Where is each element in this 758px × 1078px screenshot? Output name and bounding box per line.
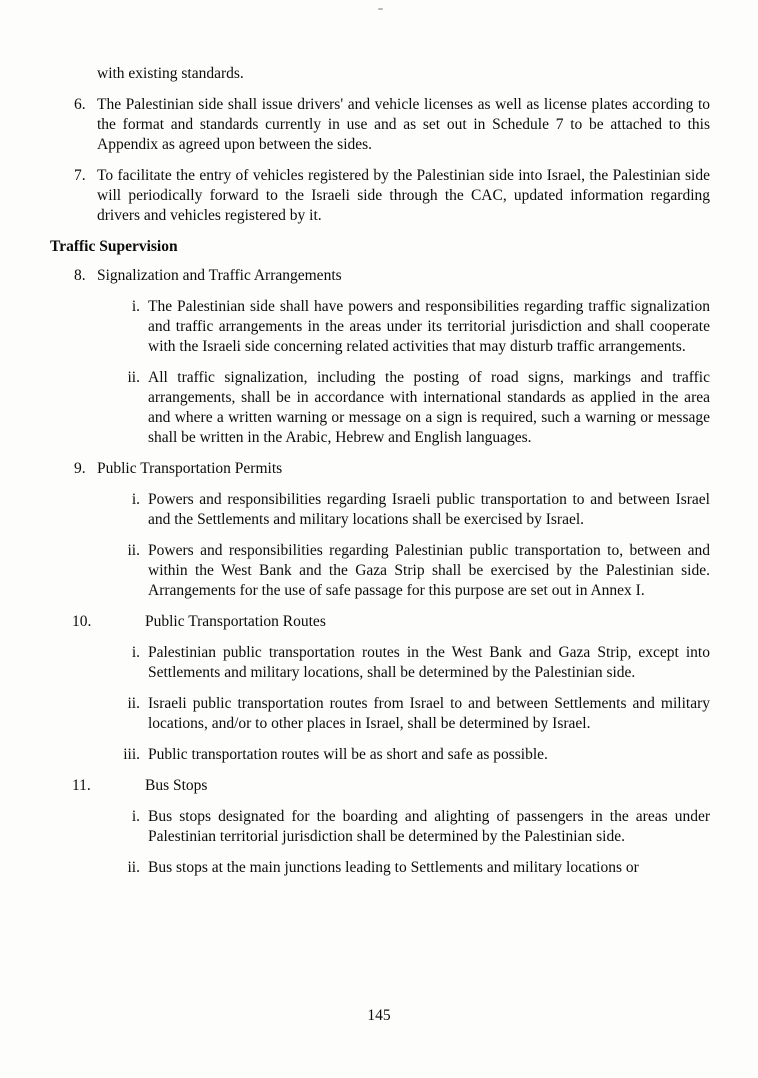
list-item-7 [0, 166, 710, 226]
sub-item-11-ii [0, 858, 710, 878]
sub-number-10-ii: ii. [127, 695, 140, 712]
item-number-8: 8. [74, 267, 86, 284]
item-number-6: 6. [74, 96, 86, 113]
sub-item-9-ii [0, 541, 710, 601]
sub-text-11-ii: Bus stops at the main junctions leading to Settlements and military locations or [148, 859, 639, 876]
paragraph-fragment: with existing standards. [97, 65, 244, 82]
section-heading-traffic-supervision: Traffic Supervision [50, 238, 178, 255]
sub-number-11-ii: ii. [127, 859, 140, 876]
sub-text-11-i: Bus stops designated for the boarding and alighting of passengers in the areas under Palestinian territorial jurisdiction shall be determined by the Palestinian side. [148, 808, 710, 845]
sub-item-10-iii [0, 745, 710, 765]
page-number: 145 [367, 1007, 391, 1024]
sub-text-10-ii: Israeli public transportation routes from Israel to and between Settlements and military locations, and/or to other places in Israel, shall be determined by Israel. [148, 695, 710, 732]
sub-text-9-i: Powers and responsibilities regarding Israeli public transportation to and between Israel and the Settlements and military locations shall be exercised by Israel. [148, 491, 710, 528]
sub-item-11-i [0, 807, 710, 847]
list-item-8 [0, 266, 710, 286]
list-item-10 [0, 612, 710, 632]
item-title-8: Signalization and Traffic Arrangements [97, 267, 342, 284]
sub-text-9-ii: Powers and responsibilities regarding Palestinian public transportation to, between and within the West Bank and the Gaza Strip shall be exercised by the Palestinian side. Arrangements for the use of safe passage for this purpose are set out in Annex I. [148, 542, 710, 599]
sub-text-10-iii: Public transportation routes will be as short and safe as possible. [148, 746, 548, 763]
item-number-9: 9. [74, 460, 86, 477]
sub-number-11-i: i. [131, 808, 140, 825]
item-title-11: Bus Stops [145, 777, 208, 794]
list-item-6 [0, 95, 710, 155]
item-number-10: 10. [72, 613, 92, 630]
sub-text-10-i: Palestinian public transportation routes in the West Bank and Gaza Strip, except into Settlements and military locations, shall be determined by the Palestinian side. [148, 644, 710, 681]
list-item-9 [0, 459, 710, 479]
sub-number-8-i: i. [131, 298, 140, 315]
item-title-10: Public Transportation Routes [145, 613, 326, 630]
sub-item-8-ii [0, 368, 710, 448]
sub-item-10-i [0, 643, 710, 683]
item-number-11: 11. [72, 777, 91, 794]
sub-item-10-ii [0, 694, 710, 734]
list-item-11 [0, 776, 710, 796]
sub-text-8-ii: All traffic signalization, including the posting of road signs, markings and traffic arrangements, shall be in accordance with international standards as applied in the area and where a written warning or message on a sign is required, such a warning or message shall be written in the Arabic, Hebrew and English languages. [148, 369, 710, 446]
item-text-7: To facilitate the entry of vehicles registered by the Palestinian side into Israel, the Palestinian side will periodically forward to the Israeli side through the CAC, updated information regarding drivers and vehicles registered by it. [97, 167, 710, 224]
item-text-6: The Palestinian side shall issue drivers' and vehicle licenses as well as license plates according to the format and standards currently in use and as set out in Schedule 7 to be attached to this Appendix as agreed upon between the sides. [97, 96, 710, 153]
sub-item-8-i [0, 297, 710, 357]
item-title-9: Public Transportation Permits [97, 460, 283, 477]
sub-item-9-i [0, 490, 710, 530]
sub-number-9-i: i. [131, 491, 140, 508]
sub-number-10-iii: iii. [123, 746, 140, 763]
scan-artifact [378, 8, 383, 10]
sub-number-9-ii: ii. [127, 542, 140, 559]
sub-number-10-i: i. [131, 644, 140, 661]
item-number-7: 7. [74, 167, 86, 184]
sub-number-8-ii: ii. [127, 369, 140, 386]
sub-text-8-i: The Palestinian side shall have powers and responsibilities regarding traffic signalization and traffic arrangements in the areas under its territorial jurisdiction and shall cooperate with the Israeli side concerning related activities that may disturb traffic arrangements. [148, 298, 710, 355]
